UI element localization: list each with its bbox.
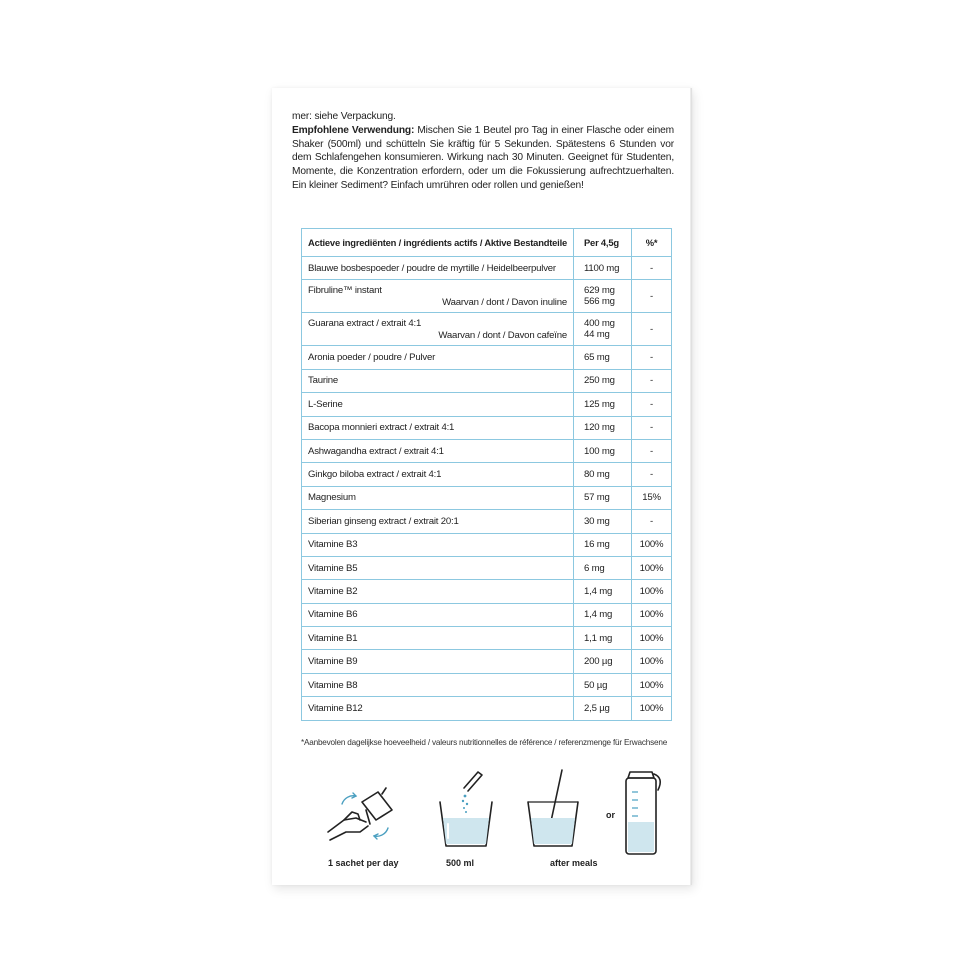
ingredient-percent: - <box>632 416 672 439</box>
sachet-label: 1 sachet per day <box>328 858 399 868</box>
ingredient-name: Vitamine B2 <box>302 580 574 603</box>
ingredient-name: Taurine <box>302 369 574 392</box>
ingredient-amount: 2,5 µg <box>574 697 632 720</box>
ingredient-name: Vitamine B3 <box>302 533 574 556</box>
ingredient-percent: 100% <box>632 603 672 626</box>
shaker-bottle-icon <box>622 764 666 858</box>
table-row <box>302 556 672 579</box>
ingredient-name: Blauwe bosbespoeder / poudre de myrtille / Heidelbeerpulver <box>302 257 574 280</box>
ingredient-percent: - <box>632 280 672 313</box>
table-row <box>302 650 672 673</box>
ingredient-amount: 50 µg <box>574 673 632 696</box>
table-row <box>302 580 672 603</box>
ingredient-name: Ashwagandha extract / extrait 4:1 <box>302 439 574 462</box>
ingredient-name: Fibruline™ instant <box>308 284 382 296</box>
header-percent: %* <box>632 229 672 257</box>
ingredient-amount: 1100 mg <box>574 257 632 280</box>
ingredient-name: Vitamine B12 <box>302 697 574 720</box>
ingredient-amount: 250 mg <box>574 369 632 392</box>
glass-volume-label: 500 ml <box>446 858 475 868</box>
ingredient-subamount: 566 mg <box>584 296 615 308</box>
or-label: or <box>606 810 615 820</box>
ingredient-amount: 30 mg <box>574 510 632 533</box>
ingredient-amount: 100 mg <box>574 439 632 462</box>
ingredient-amount: 125 mg <box>574 393 632 416</box>
ingredient-name: Vitamine B9 <box>302 650 574 673</box>
ingredient-percent: 100% <box>632 627 672 650</box>
table-row <box>302 673 672 696</box>
ingredient-percent: - <box>632 257 672 280</box>
glass-pour-icon <box>434 770 500 850</box>
ingredient-name: Siberian ginseng extract / extrait 20:1 <box>302 510 574 533</box>
ingredient-amount: 1,4 mg <box>574 603 632 626</box>
ingredient-name: Vitamine B5 <box>302 556 574 579</box>
ingredient-amount: 400 mg <box>584 318 615 330</box>
ingredient-amount: 16 mg <box>574 533 632 556</box>
ingredient-percent: - <box>632 463 672 486</box>
ingredient-name: Vitamine B1 <box>302 627 574 650</box>
table-row <box>302 533 672 556</box>
usage-icons <box>322 778 662 868</box>
panel-edge <box>690 88 692 885</box>
ingredient-percent: - <box>632 439 672 462</box>
table-row <box>302 416 672 439</box>
table-row <box>302 439 672 462</box>
ingredient-name: Bacopa monnieri extract / extrait 4:1 <box>302 416 574 439</box>
ingredient-name-cell <box>302 313 574 346</box>
ingredient-subname: Waarvan / dont / Davon inuline <box>442 296 567 308</box>
table-row <box>302 463 672 486</box>
ingredient-percent: - <box>632 369 672 392</box>
table-row <box>302 393 672 416</box>
ingredient-name: Ginkgo biloba extract / extrait 4:1 <box>302 463 574 486</box>
label-panel <box>272 88 692 885</box>
ingredient-amount: 1,1 mg <box>574 627 632 650</box>
glass-stir-icon <box>522 766 588 850</box>
table-row <box>302 369 672 392</box>
after-meals-label: after meals <box>550 858 598 868</box>
ingredient-percent: 100% <box>632 533 672 556</box>
ingredient-amount: 6 mg <box>574 556 632 579</box>
table-row <box>302 346 672 369</box>
ingredient-name: Vitamine B6 <box>302 603 574 626</box>
ingredient-percent: 100% <box>632 673 672 696</box>
ingredient-percent: - <box>632 510 672 533</box>
table-row <box>302 627 672 650</box>
ingredient-amount-cell <box>574 313 632 346</box>
table-row <box>302 257 672 280</box>
ingredient-name-cell <box>302 280 574 313</box>
lead-text: mer: siehe Verpackung. <box>292 111 396 122</box>
ingredient-name: Magnesium <box>302 486 574 509</box>
ingredient-amount: 120 mg <box>574 416 632 439</box>
ingredient-subamount: 44 mg <box>584 329 610 341</box>
header-ingredients: Actieve ingrediënten / ingrédients actifs / Aktive Bestandteile <box>302 229 574 257</box>
usage-text: Mischen Sie 1 Beutel pro Tag in einer Flasche oder einem Shaker (500ml) und schütteln Sie kräftig für 5 Sekunden. Spätestens 6 Stunden vor dem Schlafengehen konsumieren. Wirkung nach 30 Minuten. Geeignet für Studenten, Momente, die Konzentration erfordern, oder um die Fokussierung aufrechtzuerhalten. Ein kleiner Sediment? Einfach umrühren oder rollen und genießen! <box>292 124 674 191</box>
ingredient-amount: 1,4 mg <box>574 580 632 603</box>
ingredient-name: Vitamine B8 <box>302 673 574 696</box>
ingredient-amount: 629 mg <box>584 285 615 297</box>
ingredient-percent: 15% <box>632 486 672 509</box>
ingredient-percent: - <box>632 346 672 369</box>
ingredients-table <box>301 228 672 721</box>
ingredient-amount: 80 mg <box>574 463 632 486</box>
ingredient-name: Guarana extract / extrait 4:1 <box>308 317 422 329</box>
table-row <box>302 313 672 346</box>
ingredient-amount: 200 µg <box>574 650 632 673</box>
ingredient-amount-cell <box>574 280 632 313</box>
ingredient-percent: 100% <box>632 580 672 603</box>
sachet-hand-icon <box>322 784 402 846</box>
ingredient-name: Aronia poeder / poudre / Pulver <box>302 346 574 369</box>
header-per-serving: Per 4,5g <box>574 229 632 257</box>
ingredient-amount: 65 mg <box>574 346 632 369</box>
ingredient-name: L-Serine <box>302 393 574 416</box>
usage-label: Empfohlene Verwendung: <box>292 124 415 136</box>
table-header-row <box>302 229 672 257</box>
ingredient-amount: 57 mg <box>574 486 632 509</box>
table-row <box>302 280 672 313</box>
usage-text-block <box>292 110 674 193</box>
table-row <box>302 697 672 720</box>
ingredient-percent: - <box>632 313 672 346</box>
ingredient-percent: 100% <box>632 650 672 673</box>
ingredient-percent: 100% <box>632 697 672 720</box>
ingredient-subname: Waarvan / dont / Davon cafeïne <box>438 329 567 341</box>
table-row <box>302 486 672 509</box>
table-row <box>302 603 672 626</box>
ingredient-percent: 100% <box>632 556 672 579</box>
table-row <box>302 510 672 533</box>
reference-footnote: *Aanbevolen dagelijkse hoeveelheid / valeurs nutritionnelles de référence / referenzmenge für Erwachsene <box>301 738 668 747</box>
ingredient-percent: - <box>632 393 672 416</box>
